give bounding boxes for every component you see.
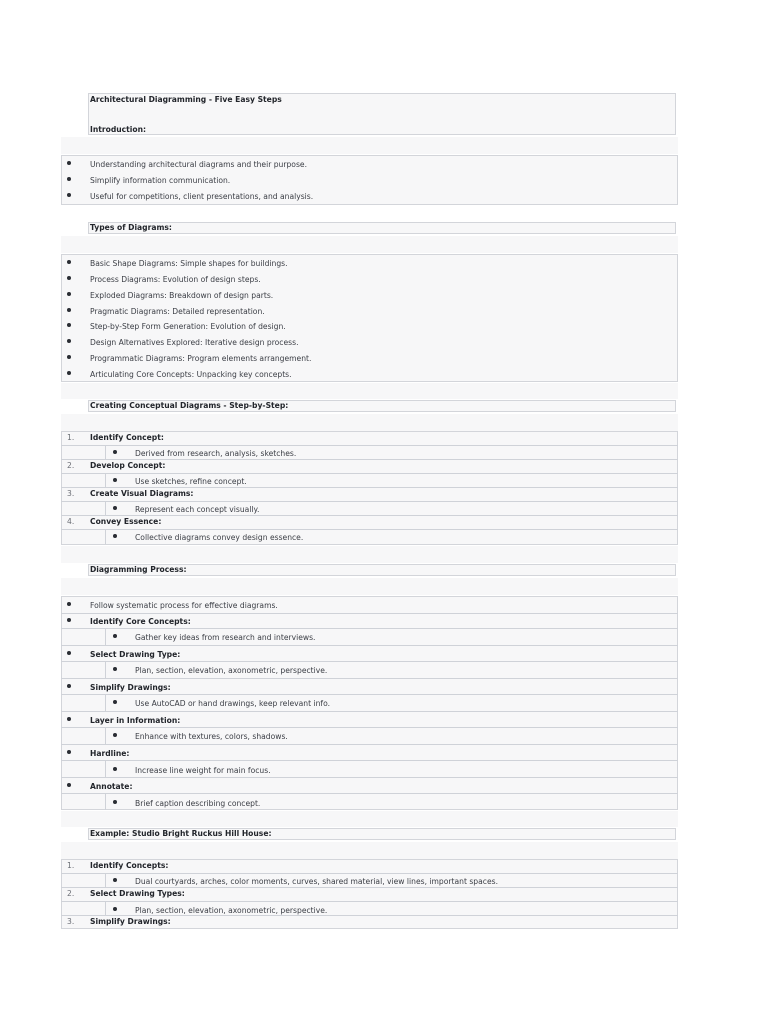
spacer-band [61,137,678,154]
process-step-label: Layer in Information: [90,716,181,725]
bullet-icon [67,308,71,312]
process-lead: Follow systematic process for effective diagrams. [90,601,278,610]
row-divider [61,445,678,446]
process-step-label: Select Drawing Type: [90,650,181,659]
types-item: Programmatic Diagrams: Program elements arrangement. [90,354,312,363]
spacer-band [61,811,678,827]
row-divider [61,744,678,745]
types-item: Process Diagrams: Evolution of design steps. [90,275,261,284]
step-number: 1. [67,861,75,870]
divider [105,661,106,678]
row-divider [61,529,678,530]
row-divider [61,694,678,695]
step-label: Identify Concepts: [90,861,169,870]
bullet-icon [67,260,71,264]
step-number: 3. [67,917,75,926]
bullet-icon [113,450,117,454]
step-label: Create Visual Diagrams: [90,489,194,498]
process-step-detail: Use AutoCAD or hand drawings, keep relevant info. [135,699,331,708]
divider [105,873,106,887]
process-step-detail: Enhance with textures, colors, shadows. [135,732,288,741]
process-step-label: Hardline: [90,749,130,758]
spacer-band [61,383,678,399]
bullet-icon [67,618,71,622]
example-heading: Example: Studio Bright Ruckus Hill House: [90,829,272,838]
types-item: Design Alternatives Explored: Iterative design process. [90,338,299,347]
bullet-icon [113,478,117,482]
row-divider [61,645,678,646]
row-divider [61,473,678,474]
bullet-icon [113,733,117,737]
types-item: Basic Shape Diagrams: Simple shapes for buildings. [90,259,288,268]
spacer-band [61,236,678,253]
bullet-icon [67,276,71,280]
bullet-icon [67,355,71,359]
bullet-icon [113,506,117,510]
bullet-icon [67,323,71,327]
types-heading: Types of Diagrams: [90,223,172,232]
bullet-icon [67,161,71,165]
divider [105,501,106,515]
bullet-icon [113,800,117,804]
divider [105,445,106,459]
bullet-icon [67,717,71,721]
row-divider [61,727,678,728]
row-divider [61,915,678,916]
spacer-band [61,842,678,859]
process-step-detail: Plan, section, elevation, axonometric, perspective. [135,666,328,675]
bullet-icon [67,292,71,296]
types-item: Step-by-Step Form Generation: Evolution of design. [90,322,286,331]
divider [105,473,106,487]
bullet-icon [67,339,71,343]
step-detail: Derived from research, analysis, sketches. [135,449,297,458]
row-divider [61,459,678,460]
bullet-icon [67,193,71,197]
divider [105,628,106,645]
process-step-label: Annotate: [90,782,133,791]
step-label: Identify Concept: [90,433,164,442]
row-divider [61,487,678,488]
row-divider [61,711,678,712]
bullet-icon [67,371,71,375]
types-item: Articulating Core Concepts: Unpacking key concepts. [90,370,292,379]
types-item: Pragmatic Diagrams: Detailed representation. [90,307,265,316]
divider [105,727,106,744]
process-step-label: Identify Core Concepts: [90,617,191,626]
bullet-icon [67,602,71,606]
bullet-icon [113,700,117,704]
step-label: Convey Essence: [90,517,162,526]
document-title: Architectural Diagramming - Five Easy Steps [90,95,282,104]
step-number: 1. [67,433,75,442]
bullet-icon [113,667,117,671]
bullet-icon [113,767,117,771]
step-detail: Use sketches, refine concept. [135,477,247,486]
process-step-detail: Brief caption describing concept. [135,799,261,808]
step-detail: Dual courtyards, arches, color moments, curves, shared material, view lines, important spaces. [135,877,498,886]
creating-heading: Creating Conceptual Diagrams - Step-by-Step: [90,401,289,410]
row-divider [61,661,678,662]
bullet-icon [67,783,71,787]
bullet-icon [113,907,117,911]
intro-item: Understanding architectural diagrams and their purpose. [90,160,308,169]
row-divider [61,901,678,902]
spacer-band [61,546,678,563]
row-divider [61,760,678,761]
process-step-detail: Increase line weight for main focus. [135,766,271,775]
spacer-band [61,414,678,431]
bullet-icon [113,534,117,538]
process-step-label: Simplify Drawings: [90,683,171,692]
bullet-icon [67,684,71,688]
bullet-icon [67,651,71,655]
process-step-detail: Gather key ideas from research and interviews. [135,633,316,642]
step-number: 3. [67,489,75,498]
step-label: Develop Concept: [90,461,166,470]
bullet-icon [113,634,117,638]
row-divider [61,501,678,502]
bullet-icon [67,177,71,181]
intro-item: Useful for competitions, client presentations, and analysis. [90,192,314,201]
types-heading-box [88,222,676,234]
row-divider [61,793,678,794]
bullet-icon [67,750,71,754]
divider [105,901,106,915]
step-number: 2. [67,889,75,898]
intro-item: Simplify information communication. [90,176,231,185]
step-number: 2. [67,461,75,470]
row-divider [61,628,678,629]
step-detail: Represent each concept visually. [135,505,260,514]
spacer-band [61,578,678,595]
row-divider [61,873,678,874]
row-divider [61,887,678,888]
divider [105,694,106,711]
step-detail: Collective diagrams convey design essence. [135,533,304,542]
row-divider [61,678,678,679]
divider [105,760,106,777]
divider [105,529,106,544]
types-item: Exploded Diagrams: Breakdown of design parts. [90,291,274,300]
step-label: Simplify Drawings: [90,917,171,926]
step-label: Select Drawing Types: [90,889,185,898]
step-number: 4. [67,517,75,526]
row-divider [61,777,678,778]
intro-heading: Introduction: [90,125,147,134]
step-detail: Plan, section, elevation, axonometric, perspective. [135,906,328,915]
row-divider [61,515,678,516]
divider [105,793,106,810]
bullet-icon [113,878,117,882]
process-heading: Diagramming Process: [90,565,187,574]
row-divider [61,613,678,614]
